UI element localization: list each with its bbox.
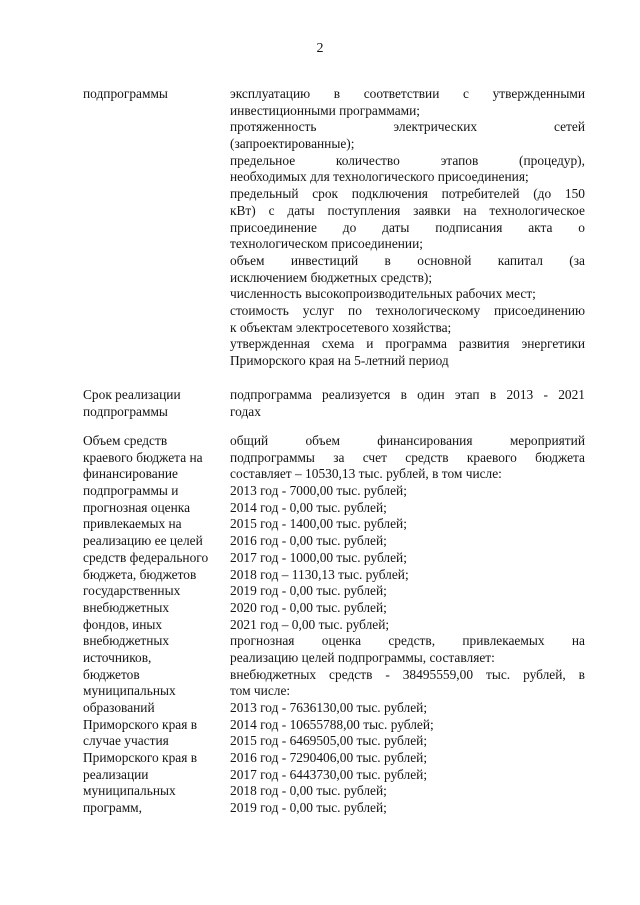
label-line: программ, — [83, 800, 142, 816]
text-line: инвестиционными программами; — [230, 102, 421, 118]
section1-label — [83, 86, 223, 103]
text-line: протяженность электрических сетей — [230, 119, 585, 135]
text-line: 2017 год - 1000,00 тыс. рублей; — [230, 549, 407, 565]
text-line: присоединение до даты подписания акта о — [230, 219, 585, 235]
text-line: 2021 год – 0,00 тыс. рублей; — [230, 616, 390, 632]
label-line: случае участия — [83, 733, 169, 749]
text-line: объем инвестиций в основной капитал (за — [230, 252, 585, 268]
text-line: годах — [230, 403, 261, 419]
label-line: государственных — [83, 583, 181, 599]
text-line: предельный срок подключения потребителей (до 150 — [230, 186, 585, 202]
text-line: прогнозная оценка средств, привлекаемых на — [230, 633, 585, 649]
text-line: Приморского края на 5-летний период — [230, 353, 449, 368]
label-line: подпрограммы и — [83, 483, 179, 499]
text-line: стоимость услуг по технологическому присоединению — [230, 302, 585, 318]
section1-content — [230, 86, 585, 370]
label-line: муниципальных — [83, 683, 176, 699]
text-line: 2019 год - 0,00 тыс. рублей; — [230, 583, 387, 599]
text-line: том числе: — [230, 683, 291, 699]
text-line: исключением бюджетных средств); — [230, 269, 433, 285]
label-line: внебюджетных — [83, 633, 170, 649]
label-line: источников, — [83, 649, 152, 665]
label-line: фондов, иных — [83, 616, 163, 632]
text-line: 2016 год - 0,00 тыс. рублей; — [230, 533, 387, 549]
label-line: финансирование — [83, 466, 178, 482]
text-line: 2013 год - 7636130,00 тыс. рублей; — [230, 700, 428, 715]
label-line: реализацию ее целей — [83, 533, 203, 549]
text-line: 2014 год - 10655788,00 тыс. рублей; — [230, 716, 434, 732]
text-line: предельное количество этапов (процедур), — [230, 152, 585, 168]
label-line: подпрограммы — [83, 403, 168, 419]
label-line: бюджета, бюджетов — [83, 566, 197, 582]
text-line: 2020 год - 0,00 тыс. рублей; — [230, 599, 387, 615]
text-line: эксплуатацию в соответствии с утвержденными — [230, 86, 585, 101]
text-line: 2013 год - 7000,00 тыс. рублей; — [230, 483, 407, 499]
label-line: Приморского края в — [83, 716, 198, 732]
text-line: утвержденная схема и программа развития энергетики — [230, 336, 585, 352]
section3-content — [230, 433, 585, 817]
label-line: реализации — [83, 766, 149, 782]
label-line: подпрограммы — [83, 86, 168, 101]
text-line: 2014 год - 0,00 тыс. рублей; — [230, 499, 387, 515]
label-line: муниципальных — [83, 783, 176, 799]
label-line: образований — [83, 700, 155, 715]
text-line: технологическом присоединении; — [230, 236, 423, 252]
label-line: прогнозная оценка — [83, 499, 191, 515]
label-line: краевого бюджета на — [83, 449, 203, 465]
page-number: 2 — [316, 41, 324, 56]
section3-label — [83, 433, 223, 817]
text-line: подпрограмма реализуется в один этап в 2013 - 2021 — [230, 387, 585, 402]
text-line: 2015 год - 1400,00 тыс. рублей; — [230, 516, 407, 532]
text-line: 2019 год - 0,00 тыс. рублей; — [230, 800, 387, 816]
label-line: средств федерального — [83, 549, 209, 565]
text-line: (запроектированные); — [230, 136, 355, 152]
label-line: бюджетов — [83, 666, 140, 682]
label-line: Срок реализации — [83, 387, 181, 402]
text-line: к объектам электросетевого хозяйства; — [230, 319, 452, 335]
text-line: кВт) с даты поступления заявки на технологическое — [230, 202, 585, 218]
text-line: 2018 год – 1130,13 тыс. рублей; — [230, 566, 409, 582]
text-line: реализацию целей подпрограммы, составляет: — [230, 649, 495, 665]
text-line: внебюджетных средств - 38495559,00 тыс. рублей, в — [230, 666, 585, 682]
label-line: Объем средств — [83, 433, 168, 448]
section2-label — [83, 387, 223, 420]
text-line: общий объем финансирования мероприятий — [230, 433, 585, 448]
text-line: 2018 год - 0,00 тыс. рублей; — [230, 783, 387, 799]
text-line: 2016 год - 7290406,00 тыс. рублей; — [230, 750, 428, 766]
text-line: составляет – 10530,13 тыс. рублей, в том числе: — [230, 466, 502, 482]
text-line: численность высокопроизводительных рабочих мест; — [230, 286, 536, 302]
section2-content — [230, 387, 585, 420]
label-line: Приморского края в — [83, 750, 198, 766]
label-line: привлекаемых на — [83, 516, 182, 532]
text-line: необходимых для технологического присоединения; — [230, 169, 529, 185]
text-line: 2017 год - 6443730,00 тыс. рублей; — [230, 766, 428, 782]
text-line: 2015 год - 6469505,00 тыс. рублей; — [230, 733, 428, 749]
label-line: внебюджетных — [83, 599, 170, 615]
text-line: подпрограммы за счет средств краевого бюджета — [230, 449, 585, 465]
